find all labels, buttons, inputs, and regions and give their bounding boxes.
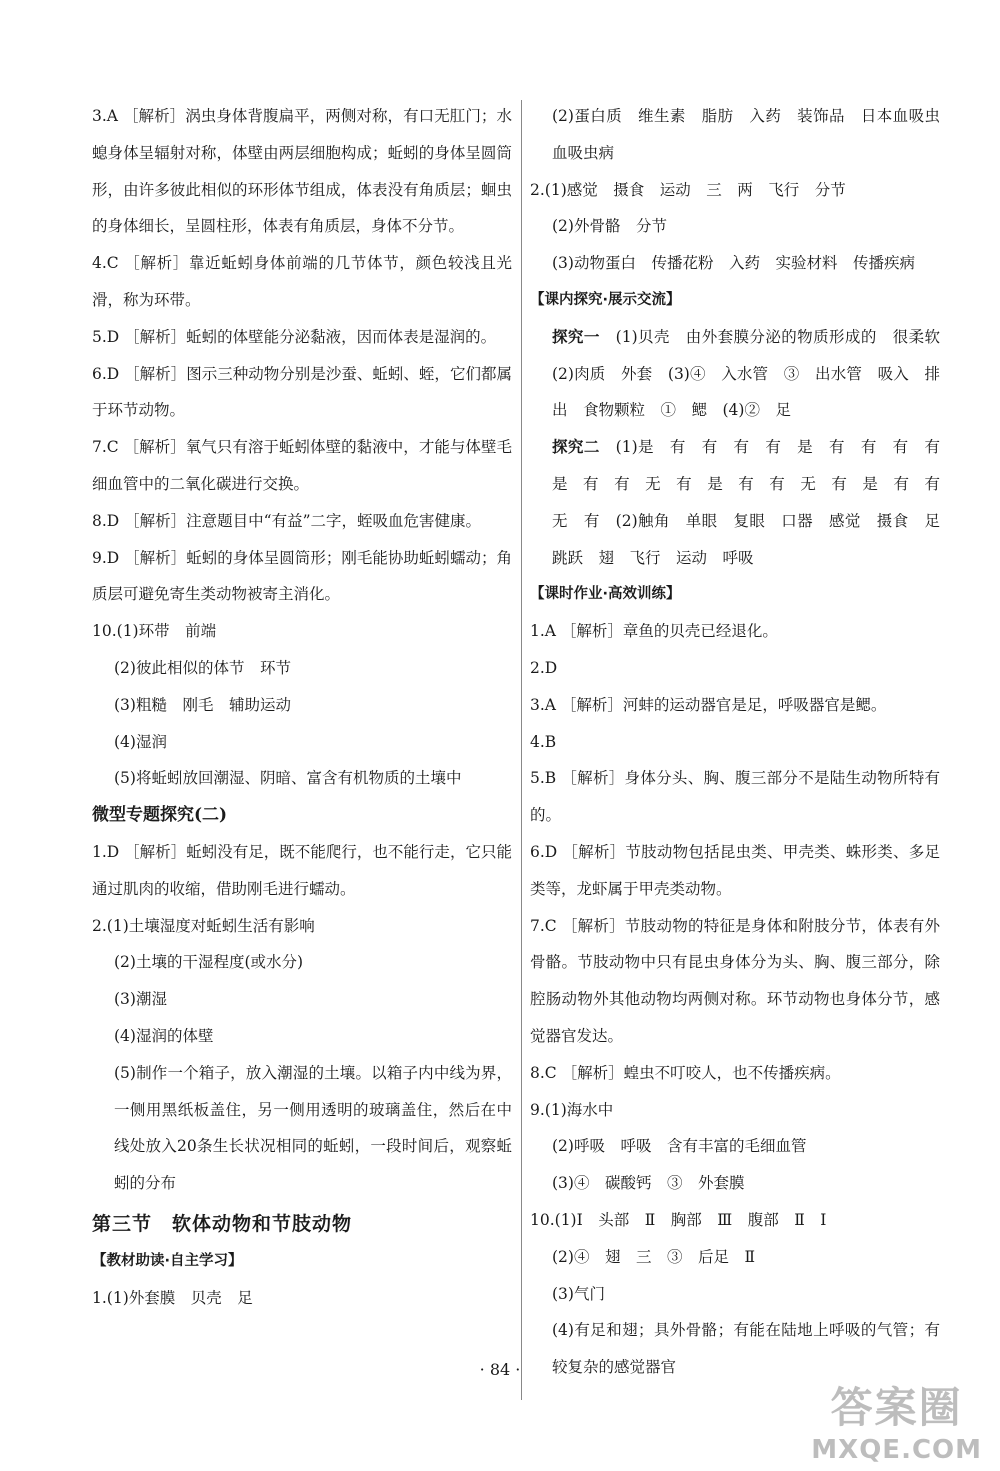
left-paragraph: (4)湿润的体壁	[114, 1026, 214, 1045]
right-paragraph: (3)气门	[552, 1284, 605, 1303]
right-paragraph: 2.(1)感觉 摄食 运动 三 两 飞行 分节	[530, 180, 846, 199]
left-paragraph: (3)潮湿	[114, 990, 167, 1009]
right-paragraph: 10.(1)Ⅰ 头部 Ⅱ 胸部 Ⅲ 腹部 Ⅱ Ⅰ	[530, 1210, 827, 1229]
left-paragraph: (2)土壤的干湿程度(或水分)	[114, 953, 304, 972]
left-paragraph: (4)湿润	[114, 732, 167, 751]
left-paragraph: (2)彼此相似的体节 环节	[114, 658, 291, 677]
exploration-label: 探究二	[552, 437, 600, 457]
right-column	[530, 98, 956, 1386]
right-paragraph: (3)④ 碳酸钙 ③ 外套膜	[552, 1174, 745, 1193]
right-paragraph: 7.C ［解析］节肢动物的特征是身体和附肢分节，体表有外骨骼。节肢动物中只有昆虫身体分为头、胸、腹三部分，除腔肠动物外其他动物均两侧对称。环节动物也身体分节，感觉器官发达。	[530, 916, 940, 1045]
right-paragraph: 4.B	[530, 732, 557, 751]
right-paragraph: 1.A ［解析］章鱼的贝壳已经退化。	[530, 622, 778, 641]
left-column	[92, 98, 512, 1316]
right-paragraph: (2)蛋白质 维生素 脂肪 入药 装饰品 日本血吸虫 血吸虫病	[552, 107, 956, 162]
left-paragraph: 微型专题探究(二)	[92, 805, 228, 826]
left-paragraph: 9.D ［解析］蚯蚓的身体呈圆筒形；刚毛能协助蚯蚓蠕动；角质层可避免寄生类动物被寄主消化。	[92, 548, 512, 604]
left-paragraph: 8.D ［解析］注意题目中“有益”二字，蛭吸血危害健康。	[92, 511, 481, 530]
right-paragraph: (2)呼吸 呼吸 含有丰富的毛细血管	[552, 1137, 807, 1156]
left-paragraph: 1.D ［解析］蚯蚓没有足，既不能爬行，也不能行走，它只能通过肌肉的收缩，借助刚毛进行蠕动。	[92, 842, 512, 898]
right-paragraph: 【课内探究·展示交流】	[530, 291, 681, 308]
right-paragraph: 5.B ［解析］身体分头、胸、腹三部分不是陆生动物所特有的。	[530, 769, 940, 825]
right-paragraph: 8.C ［解析］蝗虫不叮咬人，也不传播疾病。	[530, 1063, 841, 1082]
right-paragraph: (4)有足和翅；具外骨骼；有能在陆地上呼吸的气管；有较复杂的感觉器官	[552, 1321, 940, 1377]
left-paragraph: 6.D ［解析］图示三种动物分别是沙蚕、蚯蚓、蛭，它们都属于环节动物。	[92, 364, 512, 420]
watermark-logo	[811, 1375, 982, 1465]
right-paragraph: 探究二 (1)是 有 有 有 有 是 有 有 有 有 是 有 有 无 有 是 有 有 无 有 是 有 有 无 有 (2)触角 单眼 复眼 口器 感觉 摄食 足 跳跃 翅 飞行 运动 呼吸	[552, 437, 956, 567]
right-paragraph: (2)④ 翅 三 ③ 后足 Ⅱ	[552, 1247, 755, 1266]
left-paragraph: 2.(1)土壤湿度对蚯蚓生活有影响	[92, 916, 315, 935]
left-paragraph: 3.A ［解析］涡虫身体背腹扁平，两侧对称，有口无肛门；水螅身体呈辐射对称，体壁由两层细胞构成；蚯蚓的身体呈圆筒形，由许多彼此相似的环形体节组成，体表没有角质层；蛔虫的身体细长，呈圆柱形，体表有角质层，身体不分节。	[92, 107, 512, 236]
right-paragraph: (2)外骨骼 分节	[552, 217, 667, 236]
left-paragraph: 1.(1)外套膜 贝壳 足	[92, 1288, 253, 1307]
left-paragraph: 4.C ［解析］靠近蚯蚓身体前端的几节体节，颜色较浅且光滑，称为环带。	[92, 254, 512, 309]
watermark-url: MXQE.COM	[811, 1435, 982, 1465]
left-paragraph: (3)粗糙 刚毛 辅助运动	[114, 695, 291, 714]
right-paragraph: 探究一 (1)贝壳 由外套膜分泌的物质形成的 很柔软 (2)肉质 外套 (3)④ 入水管 ③ 出水管 吸入 排出 食物颗粒 ① 鳃 (4)② 足	[552, 326, 956, 420]
right-paragraph: 9.(1)海水中	[530, 1100, 614, 1119]
right-paragraph: (3)动物蛋白 传播花粉 入药 实验材料 传播疾病	[552, 254, 915, 273]
left-paragraph: 第三节 软体动物和节肢动物	[92, 1212, 353, 1235]
right-paragraph: 6.D ［解析］节肢动物包括昆虫类、甲壳类、蛛形类、多足类等，龙虾属于甲壳类动物。	[530, 842, 940, 898]
page-number: · 84 ·	[479, 1360, 521, 1379]
left-paragraph: (5)制作一个箱子，放入潮湿的土壤。以箱子内中线为界，一侧用黑纸板盖住，另一侧用透明的玻璃盖住，然后在中线处放入20条生长状况相同的蚯蚓，一段时间后，观察蚯蚓的分布	[114, 1063, 512, 1193]
left-paragraph: 10.(1)环带 前端	[92, 622, 217, 641]
watermark-text: 答案圈	[830, 1383, 963, 1432]
left-paragraph: 7.C ［解析］氧气只有溶于蚯蚓体壁的黏液中，才能与体壁毛细血管中的二氧化碳进行交换。	[92, 438, 512, 493]
exploration-label: 探究一	[552, 326, 600, 346]
left-paragraph: 【教材助读·自主学习】	[92, 1252, 243, 1269]
column-divider	[521, 100, 522, 1400]
right-paragraph: 【课时作业·高效训练】	[530, 586, 681, 603]
left-paragraph: (5)将蚯蚓放回潮湿、阴暗、富含有机物质的土壤中	[114, 769, 462, 788]
left-paragraph: 5.D ［解析］蚯蚓的体壁能分泌黏液，因而体表是湿润的。	[92, 327, 497, 346]
right-paragraph: 3.A ［解析］河蚌的运动器官是足，呼吸器官是鳃。	[530, 695, 887, 714]
right-paragraph: 2.D	[530, 658, 558, 677]
